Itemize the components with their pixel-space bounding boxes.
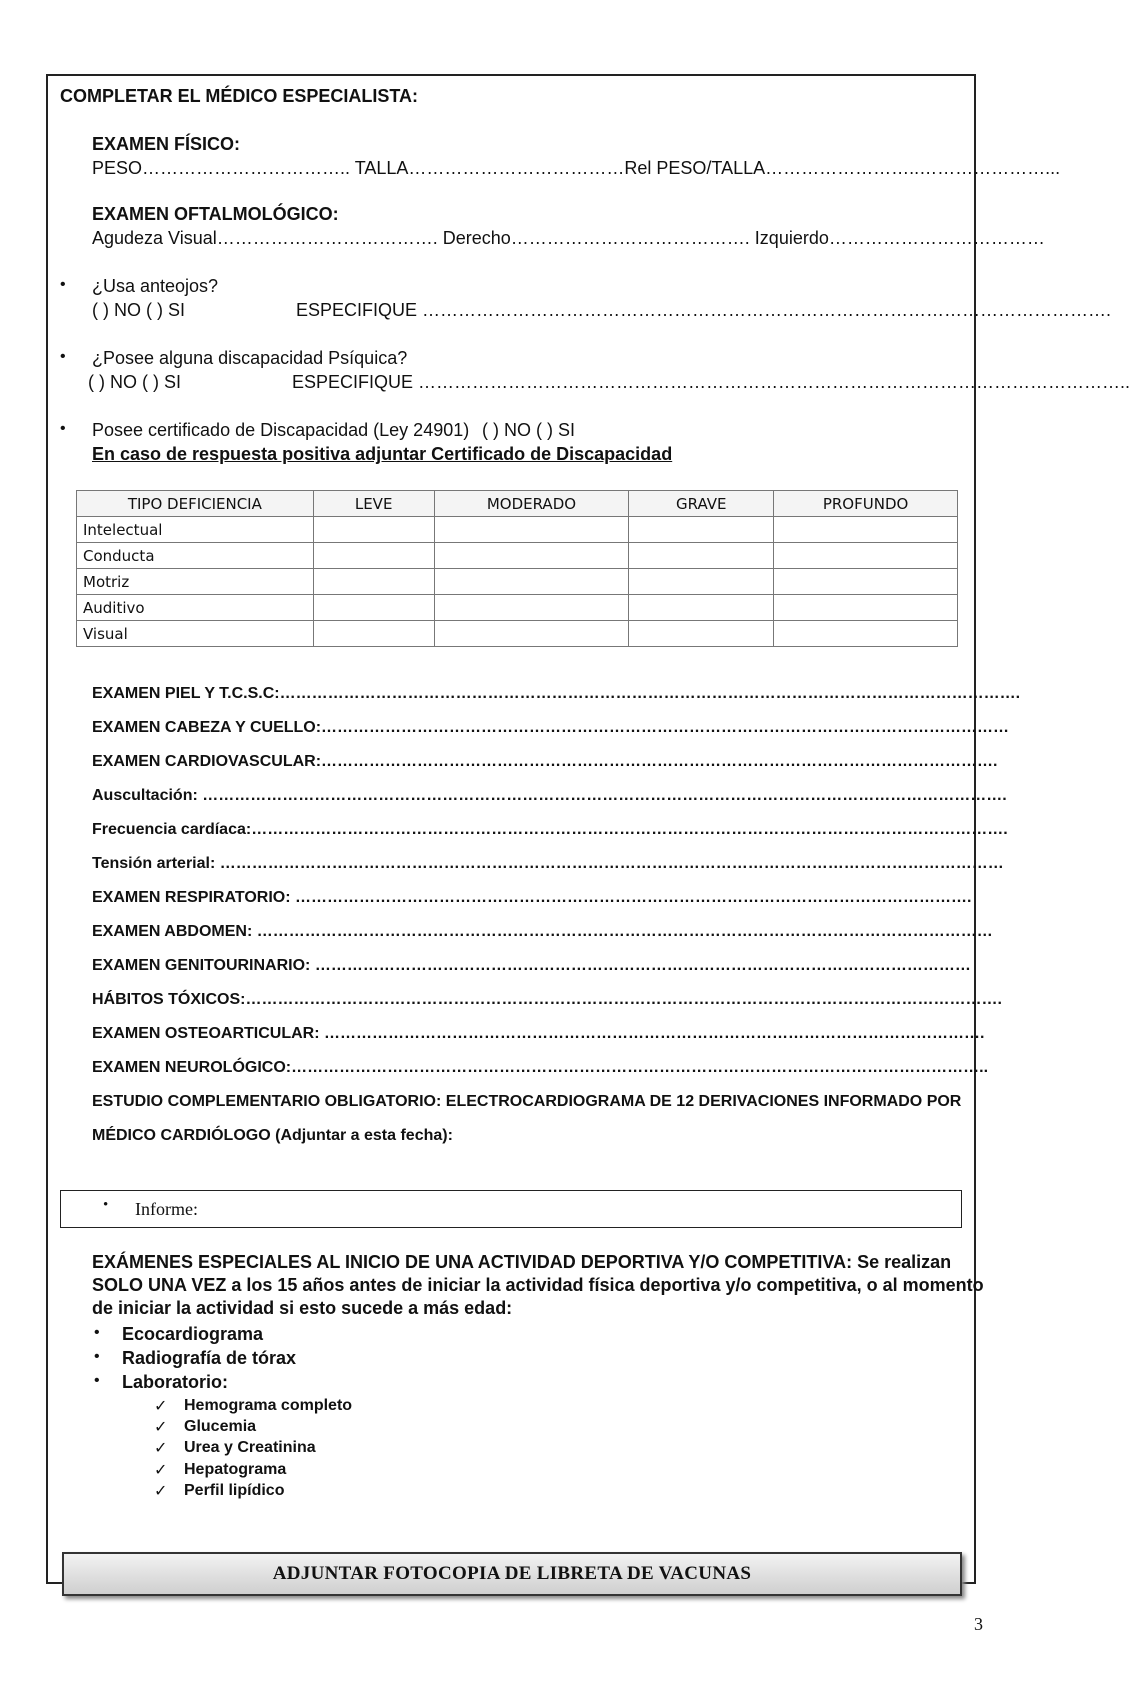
- table-row: [77, 595, 958, 621]
- lab-item: Urea y Creatinina: [184, 1439, 316, 1456]
- anteojos-options[interactable]: ( ) NO ( ) SI: [92, 300, 185, 320]
- table-row: [77, 621, 958, 647]
- certificado-options[interactable]: ( ) NO ( ) SI: [482, 420, 575, 440]
- deficiency-table: [76, 490, 958, 647]
- table-cell[interactable]: [774, 543, 958, 569]
- exam-respiratorio-line[interactable]: EXAMEN RESPIRATORIO: ……………………………………………………………………………………………………………….: [92, 889, 972, 906]
- table-cell[interactable]: [313, 543, 434, 569]
- table-header: MODERADO: [434, 491, 629, 517]
- certificado-note: En caso de respuesta positiva adjuntar Certificado de Discapacidad: [92, 444, 673, 464]
- lab-item: Perfil lipídico: [184, 1482, 285, 1499]
- table-cell[interactable]: [774, 517, 958, 543]
- estudio-line-2: MÉDICO CARDIÓLOGO (Adjuntar a esta fecha):: [92, 1127, 453, 1144]
- row-label: Visual: [77, 621, 314, 647]
- bullet-icon: •: [94, 1372, 100, 1389]
- bullet-icon: •: [60, 420, 66, 437]
- vacunas-label: ADJUNTAR FOTOCOPIA DE LIBRETA DE VACUNAS: [272, 1563, 752, 1584]
- form-title: COMPLETAR EL MÉDICO ESPECIALISTA:: [60, 86, 419, 106]
- table-cell[interactable]: [629, 621, 774, 647]
- table-cell[interactable]: [434, 621, 629, 647]
- row-label: Auditivo: [77, 595, 314, 621]
- checkmark-icon: ✓: [154, 1419, 168, 1436]
- especiales-item: Ecocardiograma: [122, 1324, 264, 1344]
- estudio-line-1: ESTUDIO COMPLEMENTARIO OBLIGATORIO: ELECTROCARDIOGRAMA DE 12 DERIVACIONES INFORMADO POR: [92, 1093, 962, 1110]
- bullet-icon: •: [60, 348, 66, 365]
- exam-abdomen-line[interactable]: EXAMEN ABDOMEN: …………………………………………………………………………………………………………………………: [92, 923, 993, 940]
- table-header: LEVE: [313, 491, 434, 517]
- psiquica-question: ¿Posee alguna discapacidad Psíquica?: [92, 348, 408, 368]
- informe-label: Informe:: [135, 1199, 198, 1219]
- checkmark-icon: ✓: [154, 1440, 168, 1457]
- lab-item: Hemograma completo: [184, 1397, 353, 1414]
- bullet-icon: •: [94, 1324, 100, 1341]
- table-cell[interactable]: [434, 517, 629, 543]
- anteojos-question: ¿Usa anteojos?: [92, 276, 219, 296]
- table-row: [77, 517, 958, 543]
- table-cell[interactable]: [313, 569, 434, 595]
- psiquica-specify[interactable]: ESPECIFIQUE ………………………………………………………………………………………………………..: [292, 372, 1130, 392]
- especiales-line-3: de iniciar la actividad si esto sucede a más edad:: [92, 1298, 513, 1318]
- exam-cardio-line[interactable]: EXAMEN CARDIOVASCULAR:……………………………………………………………………………………………………………….: [92, 753, 998, 770]
- habitos-line[interactable]: HÁBITOS TÓXICOS:…………………………………………………………………………………………………………………………….: [92, 991, 1002, 1008]
- table-cell[interactable]: [774, 569, 958, 595]
- bullet-icon: •: [103, 1197, 109, 1213]
- exam-piel-line[interactable]: EXAMEN PIEL Y T.C.S.C:………………………………………………………………………………………………………………………….: [92, 685, 1021, 702]
- table-header: PROFUNDO: [774, 491, 958, 517]
- fisico-heading: EXAMEN FÍSICO:: [92, 134, 241, 154]
- row-label: Intelectual: [77, 517, 314, 543]
- table-row: [77, 543, 958, 569]
- anteojos-specify[interactable]: ESPECIFIQUE …………………………………………………………………………………………………….: [296, 300, 1112, 320]
- certificado-question: Posee certificado de Discapacidad (Ley 24901): [92, 420, 470, 440]
- oftalmo-fields[interactable]: Agudeza Visual………………………………. Derecho…………………………………. Izquierdo………………………………: [92, 228, 1045, 248]
- table-cell[interactable]: [434, 595, 629, 621]
- table-cell[interactable]: [434, 569, 629, 595]
- checkmark-icon: ✓: [154, 1462, 168, 1479]
- table-cell[interactable]: [774, 621, 958, 647]
- lab-item: Glucemia: [184, 1418, 257, 1435]
- auscultacion-line[interactable]: Auscultación: …………………………………………………………………………………………………………………………………….: [92, 787, 1007, 804]
- frecuencia-line[interactable]: Frecuencia cardíaca:…………………………………………………………………………………………………………………………….: [92, 821, 1008, 838]
- especiales-item: Radiografía de tórax: [122, 1348, 297, 1368]
- bullet-icon: •: [94, 1348, 100, 1365]
- table-cell[interactable]: [434, 543, 629, 569]
- especiales-item: Laboratorio:: [122, 1372, 228, 1392]
- table-row: [77, 569, 958, 595]
- checkmark-icon: ✓: [154, 1483, 168, 1500]
- exam-neuro-line[interactable]: EXAMEN NEUROLÓGICO:…………………………………………………………………………………………………………………..: [92, 1059, 989, 1076]
- table-cell[interactable]: [629, 569, 774, 595]
- page-number: 3: [974, 1614, 983, 1634]
- exam-cabeza-line[interactable]: EXAMEN CABEZA Y CUELLO:…………………………………………………………………………………………………………………: [92, 719, 1010, 736]
- table-header: TIPO DEFICIENCIA: [77, 491, 314, 517]
- table-cell[interactable]: [313, 595, 434, 621]
- table-cell[interactable]: [774, 595, 958, 621]
- table-cell[interactable]: [629, 517, 774, 543]
- fisico-fields[interactable]: PESO…………………………….. TALLA………………………………Rel PESO/TALLA……………………..…………………...: [92, 158, 1061, 178]
- table-header-row: [77, 491, 958, 517]
- table-cell[interactable]: [629, 595, 774, 621]
- table-cell[interactable]: [313, 621, 434, 647]
- especiales-line-2: SOLO UNA VEZ a los 15 años antes de iniciar la actividad física deportiva y/o competitiva, o al momento: [92, 1275, 984, 1295]
- oftalmo-heading: EXAMEN OFTALMOLÓGICO:: [92, 204, 339, 224]
- table-header: GRAVE: [629, 491, 774, 517]
- checkmark-icon: ✓: [154, 1398, 168, 1415]
- exam-osteo-line[interactable]: EXAMEN OSTEOARTICULAR: …………………………………………………………………………………………………………….: [92, 1025, 985, 1042]
- row-label: Conducta: [77, 543, 314, 569]
- bullet-icon: •: [60, 276, 66, 293]
- informe-box[interactable]: [60, 1190, 962, 1228]
- row-label: Motriz: [77, 569, 314, 595]
- table-cell[interactable]: [313, 517, 434, 543]
- exam-genito-line[interactable]: EXAMEN GENITOURINARIO: ……………………………………………………………………………………………………………: [92, 957, 971, 974]
- table-cell[interactable]: [629, 543, 774, 569]
- lab-item: Hepatograma: [184, 1461, 287, 1478]
- tension-line[interactable]: Tensión arterial: …………………………………………………………………………………………………………………………………: [92, 855, 1004, 872]
- vacunas-banner: [62, 1552, 962, 1596]
- psiquica-options[interactable]: ( ) NO ( ) SI: [88, 372, 181, 392]
- especiales-line-1: EXÁMENES ESPECIALES AL INICIO DE UNA ACTIVIDAD DEPORTIVA Y/O COMPETITIVA: Se realizan: [92, 1252, 952, 1272]
